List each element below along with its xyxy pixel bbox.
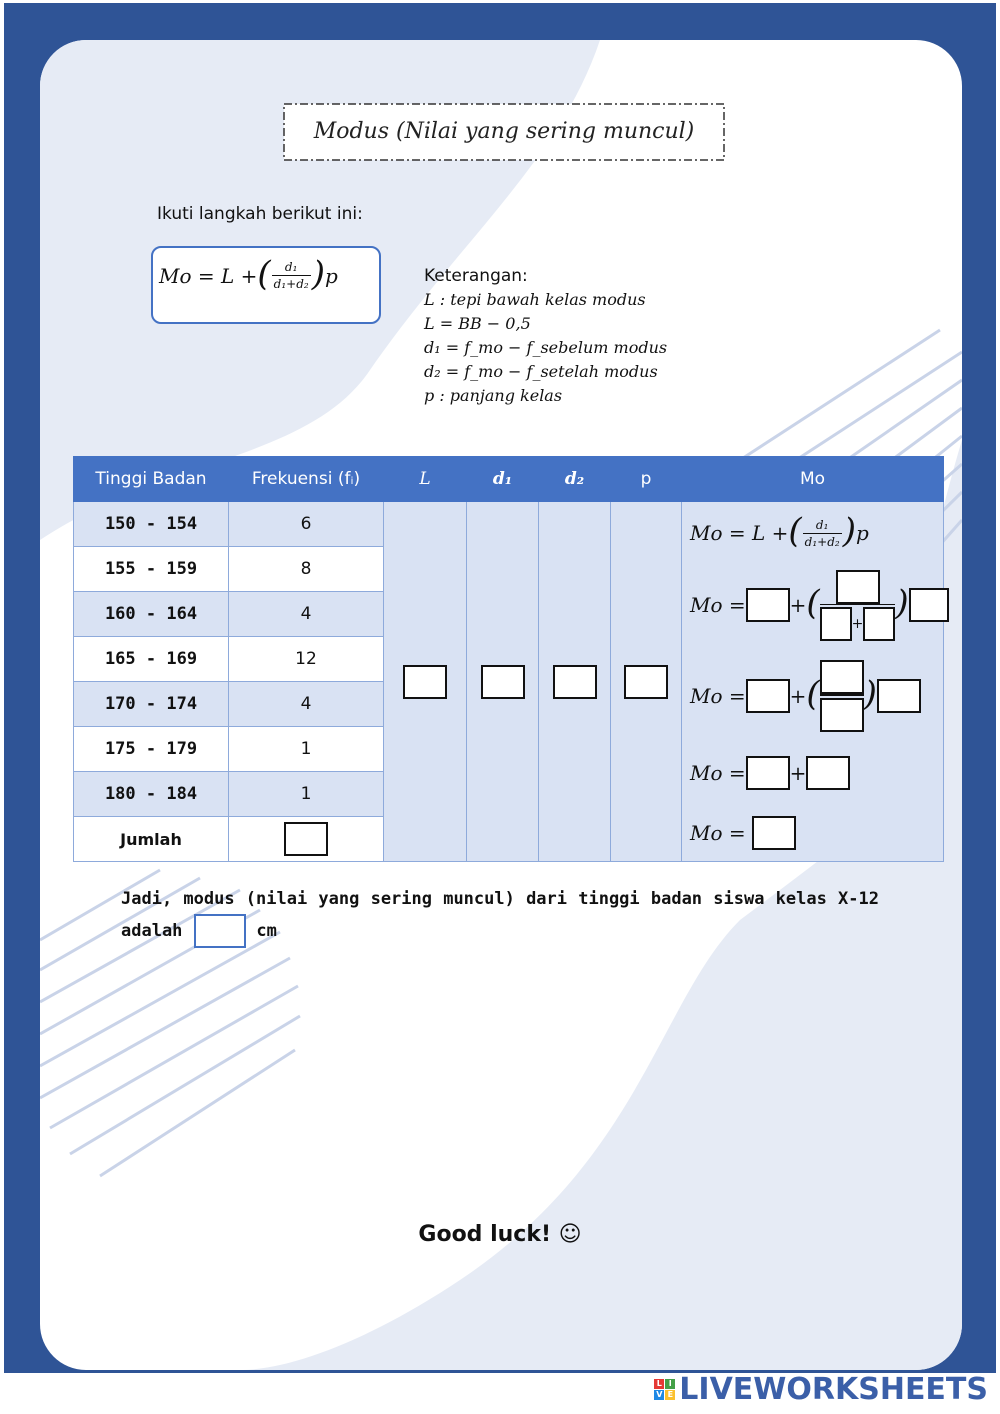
mo-label: Mo = [690,593,746,617]
header-p: p [611,457,682,502]
formula-lhs: Mo = L + [159,263,258,288]
mo-step1-den [820,604,896,641]
l-answer-cell [384,502,467,862]
title-box [282,100,726,164]
mo-step3-frac-input[interactable] [806,756,850,790]
mo-final-input[interactable] [752,816,796,850]
header-l: L [384,457,467,502]
plus-sign: + [789,683,807,708]
good-luck-text: Good luck! ☺ [418,1222,582,1247]
conclusion-text: Jadi, modus (nilai yang sering muncul) dari tinggi badan siswa kelas X-12 adalah [121,889,879,941]
conclusion [121,884,879,948]
mo-step1-fraction [820,570,896,641]
plus-sign: + [789,593,807,617]
mo-step3-l-input[interactable] [746,756,790,790]
mo-step1-den-a-input[interactable] [820,607,852,641]
mo-step-2 [690,660,921,732]
keterangan [424,264,667,408]
header-mo: Mo [682,457,944,502]
p-answer-input[interactable] [624,665,668,699]
plus-sign: + [789,760,807,785]
watermark [654,1372,988,1407]
mo-label: Mo = [690,683,746,708]
mo-step-3 [690,756,850,790]
paren-open: ( [257,253,271,294]
intro-text: Ikuti langkah berikut ini: [157,204,363,224]
paren-close: ) [863,673,877,714]
range-cell: 165 - 169 [74,637,229,682]
header-d1: d₁ [467,457,539,502]
paren-close: ) [311,253,325,294]
total-label: Jumlah [74,817,229,862]
mo-step2-p-input[interactable] [877,679,921,713]
paren-open: ( [806,583,820,623]
freq-cell: 8 [229,547,384,592]
mode-formula [159,253,338,294]
paren-open: ( [806,673,820,714]
range-cell: 175 - 179 [74,727,229,772]
frequency-table [73,456,944,862]
formula-fraction [272,260,311,291]
formula-box [151,246,381,324]
mo-step-4 [690,816,796,850]
mo-formula-lhs: Mo = L + [690,521,789,545]
freq-cell: 12 [229,637,384,682]
mo-step2-den-input[interactable] [820,698,864,732]
mo-step2-num-input[interactable] [820,660,864,694]
formula-denominator: d₁+d₂ [273,277,309,291]
mo-step1-l-input[interactable] [746,588,790,622]
mo-step1-p-input[interactable] [909,588,949,622]
freq-cell: 4 [229,592,384,637]
freq-cell: 1 [229,772,384,817]
mo-step1-num-input[interactable] [836,570,880,604]
range-cell: 160 - 164 [74,592,229,637]
keterangan-heading: Keterangan: [424,266,528,286]
mode-answer-input[interactable] [194,914,246,948]
mo-step2-den [820,694,864,732]
mo-step-1 [690,570,949,641]
range-cell: 155 - 159 [74,547,229,592]
keterangan-line: d₂ = f_mo − f_setelah modus [424,362,658,381]
formula-p: p [324,263,338,288]
header-tinggi-badan: Tinggi Badan [74,457,229,502]
mo-formula-numerator: d₁ [815,517,829,532]
mo-formula-denominator: d₁+d₂ [804,534,840,549]
range-cell: 180 - 184 [74,772,229,817]
watermark-text: LIVEWORKSHEETS [679,1372,988,1407]
formula-numerator: d₁ [284,260,298,274]
header-frekuensi: Frekuensi (fᵢ) [229,457,384,502]
keterangan-line: L : tepi bawah kelas modus [424,290,646,309]
mo-label: Mo = [690,820,746,845]
paren-open: ( [788,511,802,551]
page-title: Modus (Nilai yang sering muncul) [313,119,695,144]
d2-answer-cell [539,502,611,862]
mo-step1-den-b-input[interactable] [863,607,895,641]
liveworksheets-logo-icon: L I V E [654,1379,675,1400]
conclusion-unit: cm [256,921,277,941]
l-answer-input[interactable] [403,665,447,699]
mo-formula-line [690,511,869,551]
mo-formula-fraction [803,518,842,549]
paren-close: ) [842,511,856,551]
mo-step2-fraction [820,660,864,732]
mo-formula-p: p [855,521,869,545]
keterangan-line: d₁ = f_mo − f_sebelum modus [424,338,668,357]
mo-steps-cell [682,502,944,862]
total-freq-input[interactable] [284,822,328,856]
mo-label: Mo = [690,760,746,785]
d1-answer-cell [467,502,539,862]
table-row [74,502,944,547]
freq-cell: 6 [229,502,384,547]
d1-answer-input[interactable] [481,665,525,699]
keterangan-line: L = BB − 0,5 [424,314,531,333]
freq-cell: 4 [229,682,384,727]
plus-sign: + [851,615,864,632]
keterangan-line: p : panjang kelas [424,386,563,405]
range-cell: 150 - 154 [74,502,229,547]
d2-answer-input[interactable] [553,665,597,699]
header-d2: d₂ [539,457,611,502]
mo-step2-l-input[interactable] [746,679,790,713]
paren-close: ) [895,583,909,623]
range-cell: 170 - 174 [74,682,229,727]
table-header-row [74,457,944,502]
p-answer-cell [611,502,682,862]
freq-cell: 1 [229,727,384,772]
total-cell [229,817,384,862]
